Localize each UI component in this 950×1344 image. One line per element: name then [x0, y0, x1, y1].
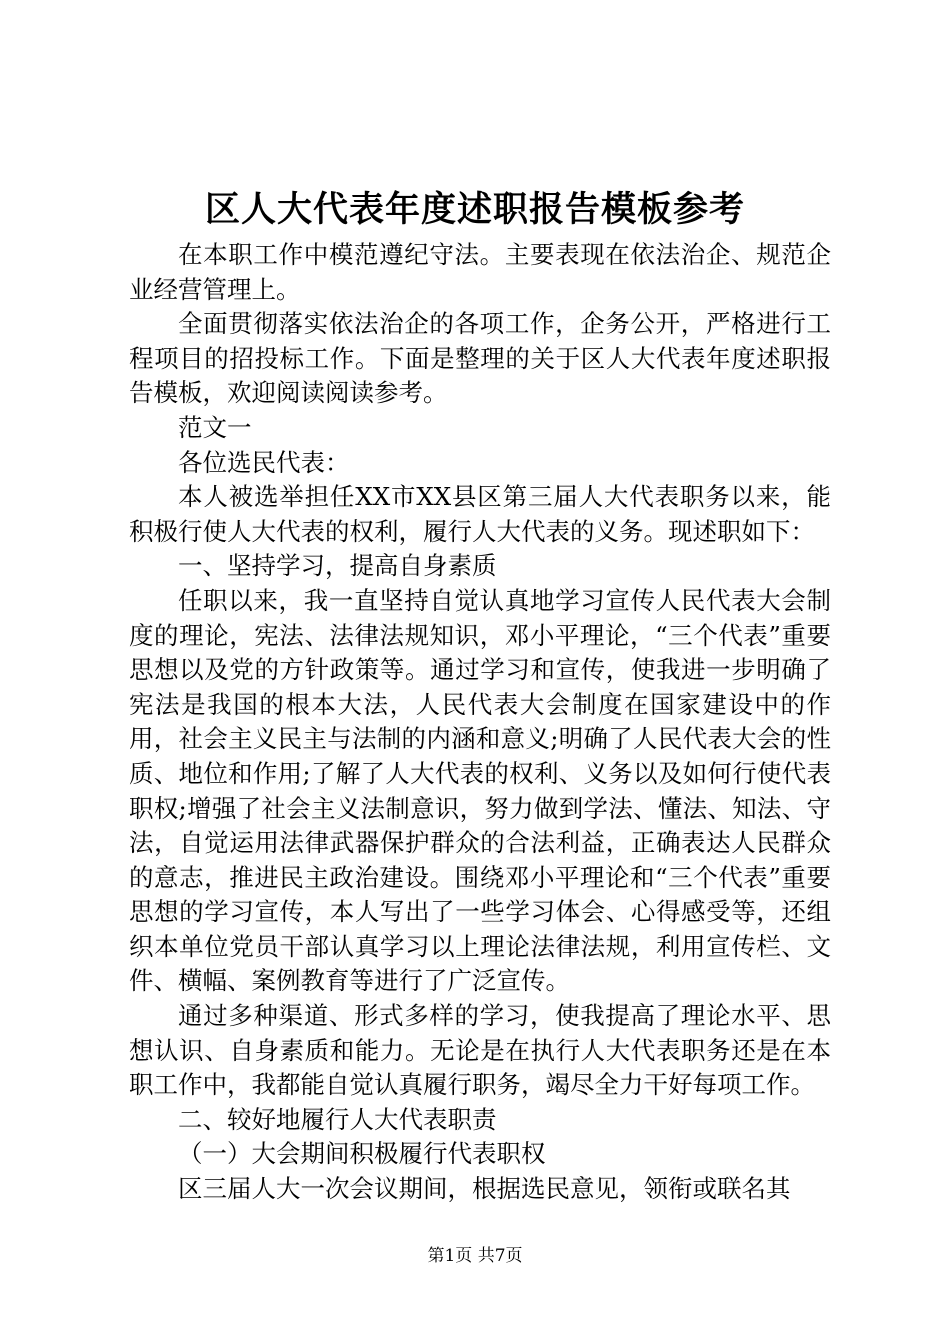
section-heading-2: 二、较好地履行人大代表职责 [178, 1104, 497, 1134]
document-title: 区人大代表年度述职报告模板参考 [204, 189, 745, 230]
paragraph-2: 全面贯彻落实依法治企的各项工作，企务公开，严格进行工程项目的招投标工作。下面是整理的关于区人大代表年度述职报告模板，欢迎阅读阅读参考。 [129, 309, 831, 408]
paragraph-11: 区三届人大一次会议期间，根据选民意见，领衔或联名其 [178, 1174, 791, 1204]
paragraph-4: 各位选民代表： [178, 447, 350, 477]
paragraph-7: 任职以来，我一直坚持自觉认真地学习宣传人民代表大会制度的理论，宪法、法律法规知识，邓小平理论，“三个代表”重要思想以及党的方针政策等。通过学习和宣传，使我进一步明确了宪法是我国的根本大法，人民代表大会制度在国家建设中的作用，社会主义民主与法制的内涵和意义;明确了人民代表大会的性质、地位和作用;了解了人大代表的权利、义务以及如何行使代表职权;增强了社会主义法制意识，努力做到学法、懂法、知法、守法，自觉运用法律武器保护群众的合法利益，正确表达人民群众的意志，推进民主政治建设。围绕邓小平理论和“三个代表”重要思想的学习宣传，本人写出了一些学习体会、心得感受等，还组织本单位党员干部认真学习以上理论法律法规，利用宣传栏、文件、横幅、案例教育等进行了广泛宣传。 [129, 585, 831, 996]
paragraph-3: 范文一 [178, 412, 252, 442]
section-heading-1: 一、坚持学习，提高自身素质 [178, 551, 497, 581]
paragraph-5: 本人被选举担任XX市XX县区第三届人大代表职务以来，能积极行使人大代表的权利，履行人大代表的义务。现述职如下： [129, 482, 831, 546]
paragraph-1: 在本职工作中模范遵纪守法。主要表现在依法治企、规范企业经营管理上。 [129, 240, 831, 304]
document-body [129, 238, 831, 1207]
page-footer: 第1页 共7页 [427, 1246, 523, 1266]
subsection-heading-1: （一）大会期间积极履行代表职权 [178, 1139, 546, 1169]
paragraph-8: 通过多种渠道、形式多样的学习，使我提高了理论水平、思想认识、自身素质和能力。无论是在执行人大代表职务还是在本职工作中，我都能自觉认真履行职务，竭尽全力干好每项工作。 [129, 1001, 831, 1100]
